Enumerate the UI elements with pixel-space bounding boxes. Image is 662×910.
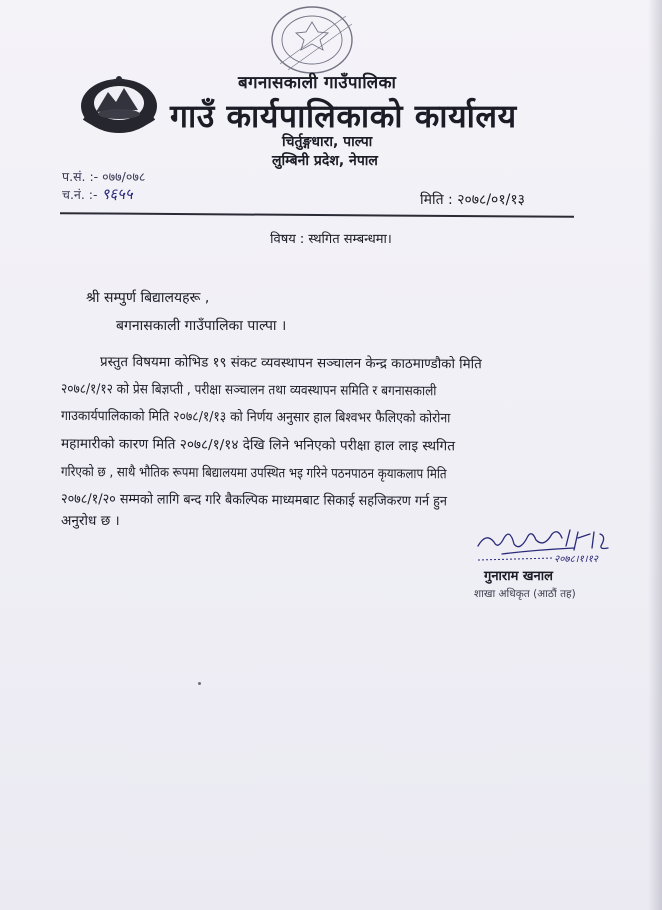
body-line: गाउकार्यपालिकाको मिति २०७८/१/१३ को निर्णय अनुसार हाल बिश्वभर फैलिएको कोरोना (60, 408, 451, 427)
signatory-name: गुनाराम खनाल (484, 569, 553, 584)
letter-reference-number: प.सं. :- ०७७/०७८ (62, 169, 146, 184)
body-line: प्रस्तुत विषयमा कोभिड १९ संकट व्यवस्थापन सञ्चालन केन्द्र काठमाण्डौको मिति (99, 354, 482, 373)
body-line: महामारीको कारण मिति २०७८/१/१४ देखि लिने भनिएको परीक्षा हाल लाइ स्थगित (60, 436, 456, 455)
dispatch-number-label: च.नं. :- (62, 187, 98, 202)
signatory-title: शाखा अधिकृत (आठौं तह) (474, 588, 576, 600)
address-line-2: लुम्बिनी प्रदेश, नेपाल (272, 153, 378, 169)
letter-date: मिति : २०७८/०१/१३ (420, 192, 525, 208)
body-line: २०७८/१/१२ को प्रेस बिज्ञप्ती , परीक्षा सञ्चालन तथा व्यवस्थापन समिति र बगनासकाली (60, 381, 437, 400)
handwritten-signature (474, 524, 622, 564)
letter-subject: विषय : स्थगित सम्बन्धमा। (270, 232, 392, 247)
addressee-line-2: बगनासकाली गाउँपालिका पाल्पा । (116, 318, 287, 334)
signature-date: २०७८।१।१२ (554, 554, 598, 564)
office-title: गाउँ कार्यपालिकाको कार्यालय (170, 97, 517, 135)
body-line: २०७८/१/२० सम्मको लागि बन्द गरि बैकल्पिक माध्यमबाट सिकाई सहजिकरण गर्न हुन (60, 491, 447, 510)
body-line: अनुरोध छ । (61, 513, 120, 529)
address-line-1: चिर्तुङ्गधारा, पाल्पा (282, 134, 373, 150)
paper-speck (198, 682, 201, 685)
municipality-name: बगनासकाली गाउँपालिका (238, 73, 397, 93)
body-line: गरिएको छ , साथै भौतिक रूपमा बिद्यालयमा उपस्थित भइ गरिने पठनपाठन कृयाकलाप मिति (60, 464, 447, 483)
addressee-line-1: श्री सम्पुर्ण बिद्यालयहरू , (86, 290, 210, 306)
dispatch-number-handwritten: ९६५५ (101, 185, 133, 203)
